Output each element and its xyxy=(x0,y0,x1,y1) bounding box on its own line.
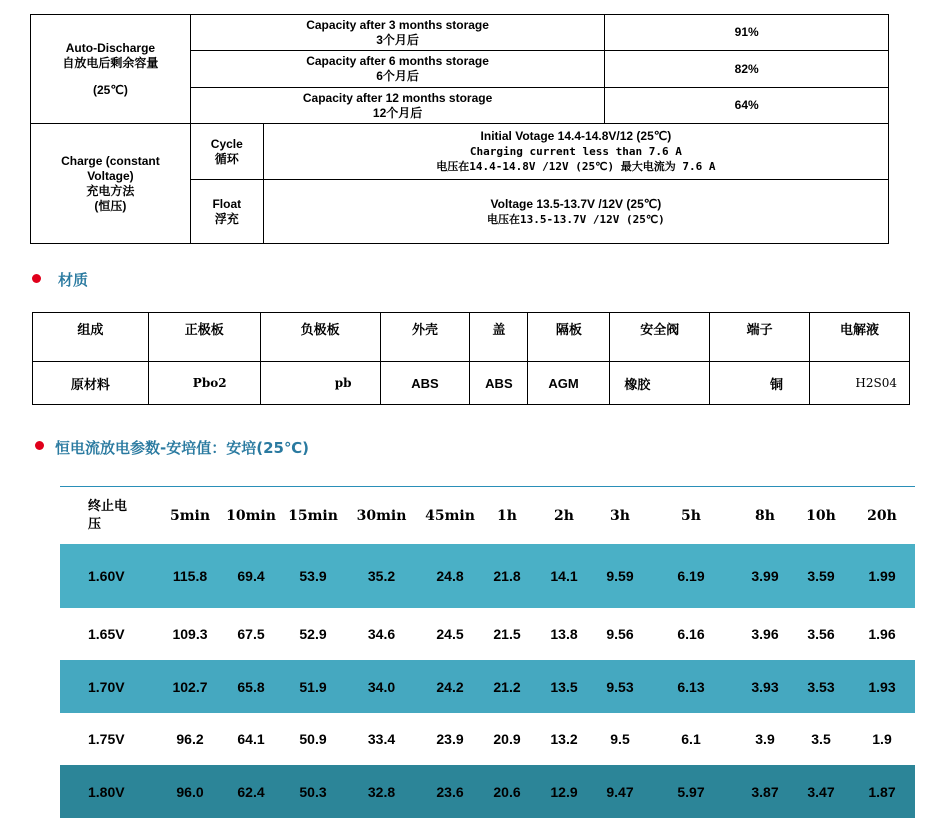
value-cell: 50.3 xyxy=(282,765,344,818)
value-cell: 6.1 xyxy=(645,713,737,765)
voltage-cell: 1.80V xyxy=(60,765,160,818)
float-label-en: Float xyxy=(212,196,242,211)
discharge-header: 8h xyxy=(737,487,793,545)
value-cell: 115.8 xyxy=(160,544,220,608)
value-cell: 50.9 xyxy=(282,713,344,765)
voltage-cell: 1.70V xyxy=(60,660,160,713)
material-value: pb xyxy=(260,362,380,405)
voltage-cell: 1.75V xyxy=(60,713,160,765)
value-cell: 24.5 xyxy=(419,608,481,660)
float-detail xyxy=(263,180,888,244)
value-cell: 12.9 xyxy=(533,765,595,818)
material-value: 原材料 xyxy=(33,362,149,405)
capacity-6m-cn: 6个月后 xyxy=(376,69,419,83)
end-voltage-header: 终止电压 xyxy=(88,498,128,532)
cycle-line3: 电压在14.4-14.8V /12V (25℃) 最大电流为 7.6 A xyxy=(436,160,716,173)
material-value: 铜 xyxy=(710,362,810,405)
discharge-header: 5h xyxy=(645,487,737,545)
value-cell: 32.8 xyxy=(344,765,419,818)
value-cell: 13.5 xyxy=(533,660,595,713)
material-value: 橡胶 xyxy=(610,362,710,405)
material-header: 隔板 xyxy=(528,313,610,362)
charge-label-line2: Voltage) xyxy=(87,168,134,183)
capacity-3m xyxy=(190,15,604,51)
discharge-header: 20h xyxy=(849,487,915,545)
material-header: 盖 xyxy=(470,313,528,362)
capacity-3m-en: Capacity after 3 months storage xyxy=(306,17,489,32)
charge-label xyxy=(31,124,191,244)
material-header-row xyxy=(33,313,910,362)
value-cell: 23.6 xyxy=(419,765,481,818)
value-cell: 13.2 xyxy=(533,713,595,765)
material-value: AGM xyxy=(528,362,610,405)
value-cell: 3.59 xyxy=(793,544,849,608)
material-header: 电解液 xyxy=(810,313,910,362)
value-cell: 33.4 xyxy=(344,713,419,765)
capacity-12m xyxy=(190,88,604,124)
value-cell: 69.4 xyxy=(220,544,282,608)
discharge-row xyxy=(60,713,915,765)
capacity-6m xyxy=(190,51,604,88)
material-value: H2S04 xyxy=(810,362,910,405)
value-cell: 13.8 xyxy=(533,608,595,660)
discharge-header: 10min xyxy=(220,487,282,545)
voltage-cell: 1.65V xyxy=(60,608,160,660)
material-header: 端子 xyxy=(710,313,810,362)
spec-table xyxy=(30,14,889,244)
value-cell: 62.4 xyxy=(220,765,282,818)
value-cell: 35.2 xyxy=(344,544,419,608)
value-cell: 9.53 xyxy=(595,660,645,713)
discharge-header: 15min xyxy=(282,487,344,545)
material-header: 外壳 xyxy=(380,313,470,362)
value-cell: 20.9 xyxy=(481,713,533,765)
float-label xyxy=(190,180,263,244)
material-value: Pbo2 xyxy=(148,362,260,405)
value-cell: 3.93 xyxy=(737,660,793,713)
cycle-label xyxy=(190,124,263,180)
material-header: 安全阀 xyxy=(610,313,710,362)
value-cell: 96.0 xyxy=(160,765,220,818)
value-cell: 14.1 xyxy=(533,544,595,608)
value-cell: 1.93 xyxy=(849,660,915,713)
float-label-cn: 浮充 xyxy=(214,211,239,226)
charge-label-cn: 充电方法 xyxy=(86,183,135,198)
value-cell: 21.2 xyxy=(481,660,533,713)
value-cell: 3.96 xyxy=(737,608,793,660)
capacity-3m-value: 91% xyxy=(605,15,889,51)
discharge-header: 3h xyxy=(595,487,645,545)
value-cell: 3.47 xyxy=(793,765,849,818)
material-heading: 材质 xyxy=(58,271,89,289)
discharge-row xyxy=(60,608,915,660)
value-cell: 3.99 xyxy=(737,544,793,608)
charge-label-line1: Charge (constant xyxy=(61,153,160,168)
capacity-12m-value: 64% xyxy=(605,88,889,124)
cycle-detail xyxy=(263,124,888,180)
value-cell: 34.6 xyxy=(344,608,419,660)
material-value: ABS xyxy=(470,362,528,405)
cycle-line1: Initial Votage 14.4-14.8V/12 (25℃) xyxy=(480,129,672,143)
material-table xyxy=(32,312,910,405)
value-cell: 53.9 xyxy=(282,544,344,608)
value-cell: 96.2 xyxy=(160,713,220,765)
value-cell: 5.97 xyxy=(645,765,737,818)
discharge-header xyxy=(60,487,160,545)
value-cell: 9.56 xyxy=(595,608,645,660)
value-cell: 24.8 xyxy=(419,544,481,608)
discharge-header: 5min xyxy=(160,487,220,545)
value-cell: 21.8 xyxy=(481,544,533,608)
value-cell: 23.9 xyxy=(419,713,481,765)
discharge-header-row xyxy=(60,487,915,545)
discharge-header: 45min xyxy=(419,487,481,545)
discharge-heading: 恒电流放电参数-安培值：安培(25℃) xyxy=(55,439,309,457)
value-cell: 102.7 xyxy=(160,660,220,713)
value-cell: 1.99 xyxy=(849,544,915,608)
value-cell: 64.1 xyxy=(220,713,282,765)
value-cell: 3.56 xyxy=(793,608,849,660)
discharge-header: 30min xyxy=(344,487,419,545)
value-cell: 21.5 xyxy=(481,608,533,660)
value-cell: 67.5 xyxy=(220,608,282,660)
discharge-table xyxy=(60,486,915,818)
value-cell: 1.87 xyxy=(849,765,915,818)
value-cell: 109.3 xyxy=(160,608,220,660)
value-cell: 51.9 xyxy=(282,660,344,713)
charge-label-cn2: (恒压) xyxy=(94,198,127,213)
capacity-12m-en: Capacity after 12 months storage xyxy=(302,90,493,105)
capacity-12m-cn: 12个月后 xyxy=(372,105,423,120)
value-cell: 1.9 xyxy=(849,713,915,765)
discharge-row xyxy=(60,544,915,608)
value-cell: 6.19 xyxy=(645,544,737,608)
value-cell: 3.9 xyxy=(737,713,793,765)
auto-discharge-label xyxy=(31,15,191,124)
value-cell: 6.13 xyxy=(645,660,737,713)
cycle-label-en: Cycle xyxy=(210,136,243,151)
value-cell: 3.87 xyxy=(737,765,793,818)
value-cell: 9.5 xyxy=(595,713,645,765)
auto-discharge-en: Auto-Discharge xyxy=(65,40,156,55)
capacity-6m-value: 82% xyxy=(605,51,889,88)
cycle-label-cn: 循环 xyxy=(214,151,239,166)
float-line1: Voltage 13.5-13.7V /12V (25℃) xyxy=(490,196,662,211)
discharge-row xyxy=(60,660,915,713)
value-cell: 3.53 xyxy=(793,660,849,713)
cycle-line2: Charging current less than 7.6 A xyxy=(469,145,682,158)
float-line2: 电压在13.5-13.7V /12V (25℃) xyxy=(486,212,665,226)
auto-discharge-cn: 自放电后剩余容量 xyxy=(62,55,159,70)
material-header: 负极板 xyxy=(260,313,380,362)
value-cell: 65.8 xyxy=(220,660,282,713)
auto-discharge-temp: (25℃) xyxy=(93,82,128,97)
bullet-icon xyxy=(35,441,44,450)
discharge-header: 10h xyxy=(793,487,849,545)
value-cell: 9.59 xyxy=(595,544,645,608)
voltage-cell: 1.60V xyxy=(60,544,160,608)
value-cell: 9.47 xyxy=(595,765,645,818)
bullet-icon xyxy=(32,274,41,283)
discharge-header: 1h xyxy=(481,487,533,545)
value-cell: 6.16 xyxy=(645,608,737,660)
material-value: ABS xyxy=(380,362,470,405)
value-cell: 24.2 xyxy=(419,660,481,713)
value-cell: 3.5 xyxy=(793,713,849,765)
capacity-3m-cn: 3个月后 xyxy=(376,32,419,47)
discharge-header: 2h xyxy=(533,487,595,545)
capacity-6m-en: Capacity after 6 months storage xyxy=(306,54,489,68)
material-header: 组成 xyxy=(33,313,149,362)
value-cell: 1.96 xyxy=(849,608,915,660)
material-header: 正极板 xyxy=(148,313,260,362)
value-cell: 20.6 xyxy=(481,765,533,818)
value-cell: 52.9 xyxy=(282,608,344,660)
discharge-row xyxy=(60,765,915,818)
value-cell: 34.0 xyxy=(344,660,419,713)
material-value-row xyxy=(33,362,910,405)
